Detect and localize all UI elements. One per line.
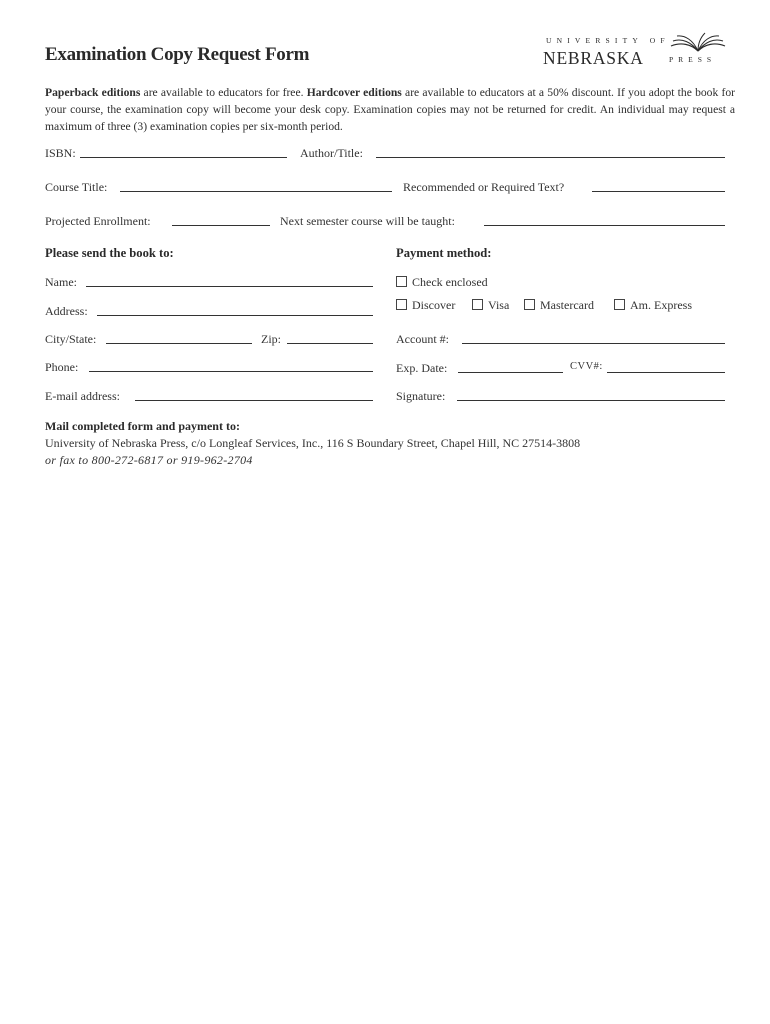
logo-university-of: UNIVERSITY OF <box>546 36 670 45</box>
cvv-field[interactable] <box>607 372 725 373</box>
exp-date-field[interactable] <box>458 372 563 373</box>
amex-label: Am. Express <box>630 298 692 312</box>
open-book-icon <box>669 32 727 54</box>
check-checkbox[interactable] <box>396 276 407 287</box>
address-field[interactable] <box>97 315 373 316</box>
name-label: Name: <box>45 275 77 289</box>
check-option[interactable] <box>396 275 488 290</box>
phone-field[interactable] <box>89 371 373 372</box>
discover-checkbox[interactable] <box>396 299 407 310</box>
next-semester-field[interactable] <box>484 225 725 226</box>
zip-field[interactable] <box>287 343 373 344</box>
paperback-text: are available to educators for free. <box>140 86 307 99</box>
isbn-field[interactable] <box>80 157 287 158</box>
send-to-heading: Please send the book to: <box>45 246 174 260</box>
projected-enrollment-field[interactable] <box>172 225 270 226</box>
author-title-field[interactable] <box>376 157 725 158</box>
logo-press: PRESS <box>669 55 717 64</box>
visa-label: Visa <box>488 298 510 312</box>
account-label: Account #: <box>396 332 449 346</box>
city-state-label: City/State: <box>45 332 97 346</box>
account-field[interactable] <box>462 343 725 344</box>
paperback-label: Paperback editions <box>45 86 141 99</box>
email-label: E-mail address: <box>45 389 120 403</box>
amex-checkbox[interactable] <box>614 299 625 310</box>
mastercard-option[interactable] <box>524 298 594 313</box>
amex-option[interactable] <box>614 298 692 313</box>
fax-numbers: or fax to 800-272-6817 or 919-962-2704 <box>45 453 253 467</box>
hardcover-text: are available to educators at a 50% discount. If you adopt the book for your course, the examination copy will become your desk copy. Examination copies may not be returned for credit. An individual may request a maximum of three (3) examination copies per six-month period. <box>45 86 735 133</box>
isbn-label: ISBN: <box>45 146 76 160</box>
zip-label: Zip: <box>261 332 281 346</box>
city-state-field[interactable] <box>106 343 252 344</box>
page-title: Examination Copy Request Form <box>45 44 310 65</box>
mastercard-checkbox[interactable] <box>524 299 535 310</box>
course-title-label: Course Title: <box>45 180 108 194</box>
hardcover-label: Hardcover editions <box>306 86 402 99</box>
exp-date-label: Exp. Date: <box>396 361 448 375</box>
discover-option[interactable] <box>396 298 455 313</box>
logo-nebraska: NEBRASKA <box>543 48 644 68</box>
intro-paragraph <box>45 84 735 135</box>
payment-heading: Payment method: <box>396 246 492 260</box>
signature-field[interactable] <box>457 400 725 401</box>
recommended-field[interactable] <box>592 191 725 192</box>
recommended-label: Recommended or Required Text? <box>403 180 565 194</box>
mail-address: University of Nebraska Press, c/o Longleaf Services, Inc., 116 S Boundary Street, Chapel Hill, NC 27514-3808 <box>45 436 581 450</box>
projected-enrollment-label: Projected Enrollment: <box>45 214 151 228</box>
course-title-field[interactable] <box>120 191 392 192</box>
name-field[interactable] <box>86 286 373 287</box>
visa-checkbox[interactable] <box>472 299 483 310</box>
next-semester-label: Next semester course will be taught: <box>280 214 455 228</box>
publisher-logo <box>543 34 728 70</box>
email-field[interactable] <box>135 400 373 401</box>
signature-label: Signature: <box>396 389 446 403</box>
visa-option[interactable] <box>472 298 509 313</box>
discover-label: Discover <box>412 298 456 312</box>
mastercard-label: Mastercard <box>540 298 594 312</box>
phone-label: Phone: <box>45 360 79 374</box>
address-label: Address: <box>45 304 88 318</box>
author-title-label: Author/Title: <box>300 146 363 160</box>
cvv-label: CVV#: <box>570 361 603 372</box>
check-label: Check enclosed <box>412 275 488 289</box>
mail-heading: Mail completed form and payment to: <box>45 419 240 433</box>
